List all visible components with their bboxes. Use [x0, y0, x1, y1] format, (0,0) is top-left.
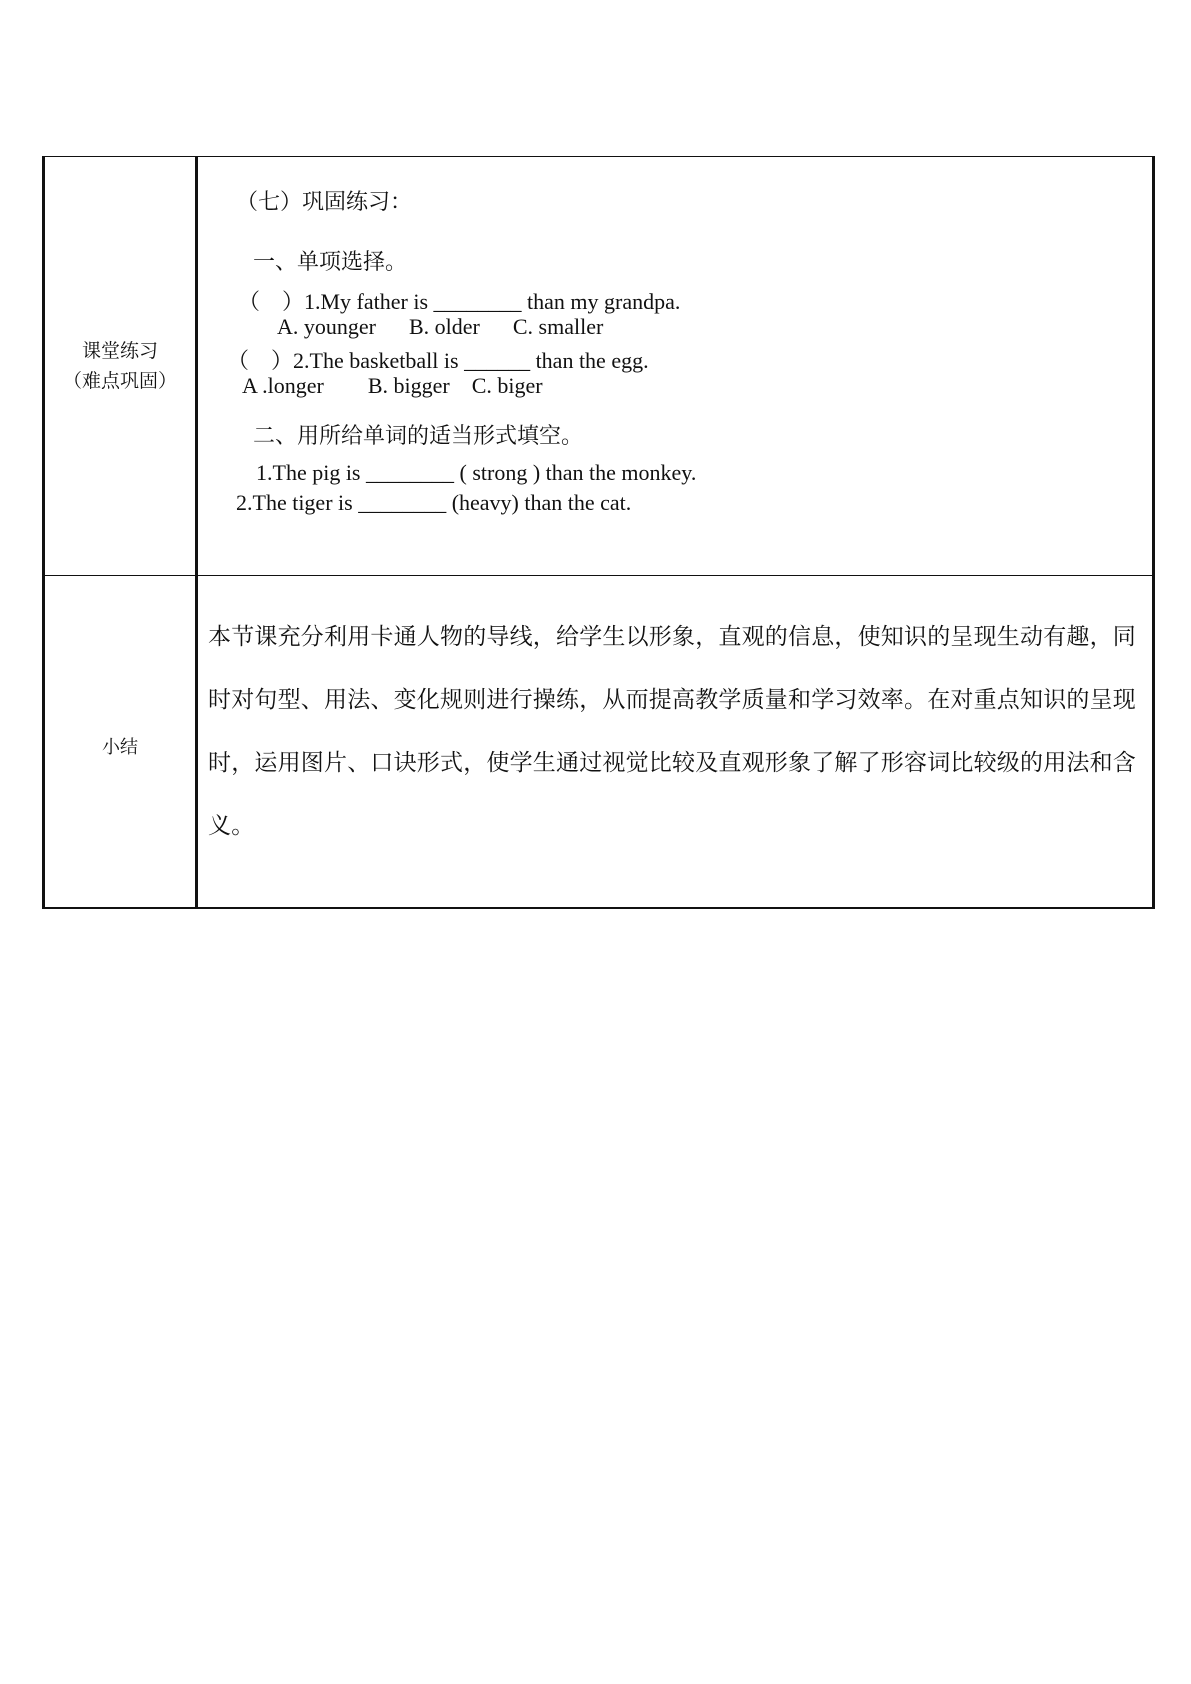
question-2-options: A .longer B. bigger C. biger: [242, 373, 543, 398]
question-1-options: A. younger B. older C. smaller: [277, 314, 604, 339]
practice-content-cell: [198, 157, 1152, 575]
summary-label-cell: [45, 576, 198, 907]
section-title: （七）巩固练习：: [236, 190, 413, 215]
summary-label: 小结: [102, 736, 138, 758]
practice-label: 课堂练习: [81, 340, 158, 362]
summary-text: 本节课充分利用卡通人物的导线，给学生以形象，直观的信息，使知识的呈现生动有趣，同时对句型、用法、变化规则进行操练，从而提高教学质量和学习效率。在对重点知识的呈现时，运用图片、口诀形式，使学生通过视觉比较及直观形象了解了形容词比较级的用法和含义。: [208, 624, 1136, 839]
practice-label-cell: [45, 157, 198, 575]
summary-content-cell: [198, 576, 1152, 907]
summary-row: [45, 575, 1152, 907]
part2-title: 二、用所给单词的适当形式填空。: [253, 424, 584, 449]
fill-blank-2: 2.The tiger is ________ (heavy) than the cat.: [236, 490, 632, 515]
question-2: （ ）2.The basketball is ______ than the egg.: [227, 348, 649, 373]
lesson-table: [42, 156, 1155, 909]
fill-blank-1: 1.The pig is ________ ( strong ) than the monkey.: [256, 460, 697, 485]
part1-title: 一、单项选择。: [253, 250, 408, 275]
question-1: （ ）1.My father is ________ than my grandpa.: [238, 289, 681, 314]
practice-row: [45, 157, 1152, 575]
practice-sublabel: （难点巩固）: [62, 370, 177, 392]
